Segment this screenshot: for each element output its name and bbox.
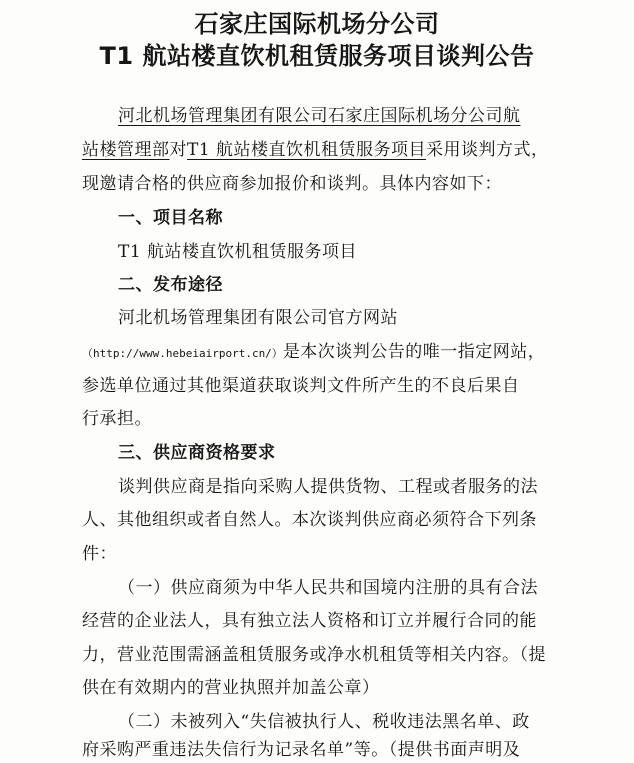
section-2-line-2 — [82, 340, 545, 366]
title-line-1: 石家庄国际机场分公司 — [194, 10, 440, 38]
section-1-body: T1 航站楼直饮机租赁服务项目 — [118, 242, 358, 262]
item-2-line: 府采购严重违法失信行为记录名单”等。（提供书面声明及 — [82, 740, 521, 760]
project-name-inline: T1 航站楼直饮机租赁服务项目 — [187, 140, 427, 160]
intro-line-2 — [82, 138, 549, 162]
item-1-line: 供在有效期内的营业执照并加盖公章） — [82, 678, 380, 698]
section-3-para-line: 谈判供应商是指向采购人提供货物、工程或者服务的法 — [118, 477, 538, 497]
section-2-heading: 二、发布途径 — [118, 275, 223, 295]
intro-line-3: 现邀请合格的供应商参加报价和谈判。具体内容如下： — [82, 174, 502, 194]
section-3-heading: 三、供应商资格要求 — [118, 443, 276, 463]
section-2-line-3: 参选单位通过其他渠道获取谈判文件所产生的不良后果自 — [82, 376, 520, 396]
section-2-line-4: 行承担。 — [82, 409, 152, 429]
org-name-part-2: 站楼管理部 — [82, 140, 170, 160]
section-1-heading: 一、项目名称 — [118, 208, 223, 228]
item-1-line: 力，营业范围需涵盖租赁服务或净水机租赁等相关内容。（提 — [82, 645, 546, 665]
item-1-line: （一）供应商须为中华人民共和国境内注册的具有合法 — [118, 578, 538, 598]
item-2-line: （二）未被列入“失信被执行人、税收违法黑名单、政 — [118, 712, 530, 732]
intro-dui: 对 — [169, 140, 187, 160]
section-3-para-line: 件： — [82, 544, 117, 564]
intro-line-2-rest: 采用谈判方式， — [426, 140, 549, 160]
website-url: （http://www.hebeiairport.cn/） — [82, 347, 283, 360]
section-2-line-2-rest: 是本次谈判公告的唯一指定网站， — [282, 342, 546, 362]
intro-line-1 — [118, 104, 521, 128]
section-2-line-1: 河北机场管理集团有限公司官方网站 — [118, 308, 398, 328]
title-line-2: T1 航站楼直饮机租赁服务项目谈判公告 — [99, 42, 535, 70]
section-3-para-line: 人、其他组织或者自然人。本次谈判供应商必须符合下列条 — [82, 510, 537, 530]
org-name-part-1: 河北机场管理集团有限公司石家庄国际机场分公司航 — [118, 106, 521, 126]
item-1-line: 经营的企业法人，具有独立法人资格和订立并履行合同的能 — [82, 611, 537, 631]
